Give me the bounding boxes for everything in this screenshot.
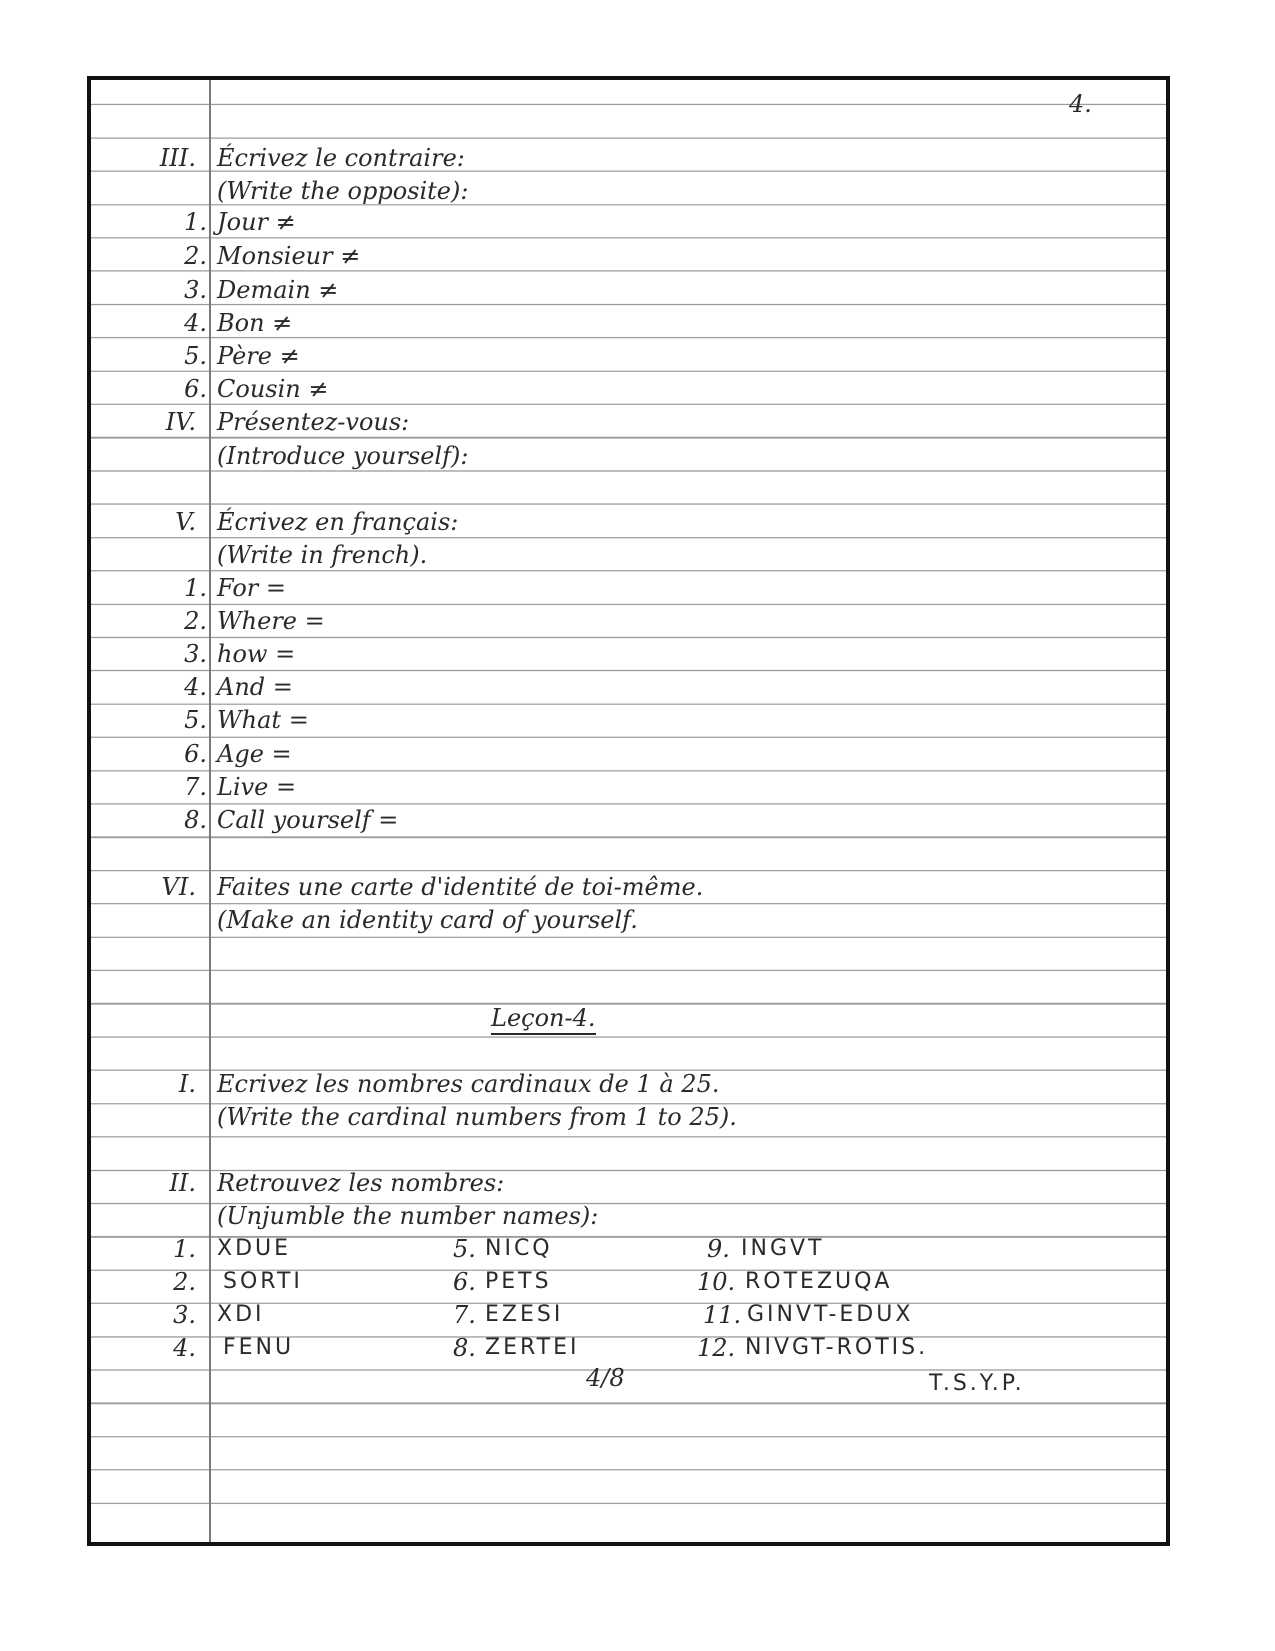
jumbled-word: SORTI bbox=[223, 1269, 303, 1294]
list-item: For = bbox=[217, 574, 286, 602]
section-subtitle: (Write in french). bbox=[217, 541, 428, 569]
item-number: 4. bbox=[173, 1334, 196, 1362]
jumbled-word: XDI bbox=[217, 1302, 265, 1327]
item-number: 3. bbox=[173, 1301, 196, 1329]
item-number: 1. bbox=[173, 1235, 196, 1263]
item-number: 5. bbox=[184, 342, 207, 370]
item-number: 2. bbox=[173, 1268, 196, 1296]
margin-line bbox=[209, 80, 211, 1542]
jumbled-word: FENU bbox=[223, 1335, 295, 1360]
section-title: Écrivez en français: bbox=[217, 508, 459, 536]
section-title: Écrivez le contraire: bbox=[217, 144, 465, 172]
list-item: Père ≠ bbox=[217, 342, 300, 370]
page-number: 4. bbox=[1069, 90, 1092, 118]
list-item: Live = bbox=[217, 773, 297, 801]
list-item: Bon ≠ bbox=[217, 309, 293, 337]
section-subtitle: (Introduce yourself): bbox=[217, 442, 469, 470]
section-marker: IV. bbox=[165, 408, 196, 436]
list-item: Age = bbox=[217, 740, 292, 768]
list-item: Cousin ≠ bbox=[217, 375, 329, 403]
section-subtitle: (Write the cardinal numbers from 1 to 25). bbox=[217, 1103, 737, 1131]
item-number: 4. bbox=[184, 673, 207, 701]
item-number: 7. bbox=[453, 1301, 476, 1329]
item-number: 5. bbox=[184, 706, 207, 734]
section-marker: III. bbox=[159, 144, 196, 172]
lesson-heading bbox=[491, 1004, 596, 1032]
section-title: Retrouvez les nombres: bbox=[217, 1169, 505, 1197]
section-marker: V. bbox=[175, 508, 196, 536]
section-title: Faites une carte d'identité de toi-même. bbox=[217, 873, 704, 901]
section-marker: II. bbox=[169, 1169, 196, 1197]
item-number: 2. bbox=[184, 607, 207, 635]
jumbled-word: PETS bbox=[485, 1269, 552, 1294]
item-number: 8. bbox=[184, 806, 207, 834]
jumbled-word: NIVGT-ROTIS. bbox=[745, 1335, 929, 1360]
item-number: 7. bbox=[184, 773, 207, 801]
item-number: 4. bbox=[184, 309, 207, 337]
item-number: 10. bbox=[697, 1268, 736, 1296]
jumbled-word: NICQ bbox=[485, 1236, 553, 1261]
section-marker: VI. bbox=[161, 873, 196, 901]
jumbled-word: GINVT-EDUX bbox=[747, 1302, 914, 1327]
item-number: 5. bbox=[453, 1235, 476, 1263]
section-title: Présentez-vous: bbox=[217, 408, 410, 436]
list-item: Where = bbox=[217, 607, 325, 635]
section-title: Ecrivez les nombres cardinaux de 1 à 25. bbox=[217, 1070, 720, 1098]
jumbled-word: ROTEZUQA bbox=[745, 1269, 893, 1294]
item-number: 6. bbox=[184, 375, 207, 403]
jumbled-word: ZERTEI bbox=[485, 1335, 580, 1360]
lesson-heading-text: Leçon-4. bbox=[491, 1004, 596, 1035]
item-number: 11. bbox=[703, 1301, 742, 1329]
notebook-page bbox=[87, 76, 1170, 1546]
jumbled-word: XDUE bbox=[217, 1236, 292, 1261]
list-item: And = bbox=[217, 673, 293, 701]
section-subtitle: (Make an identity card of yourself. bbox=[217, 906, 638, 934]
list-item: how = bbox=[217, 640, 296, 668]
list-item: Jour ≠ bbox=[217, 208, 296, 236]
list-item: Demain ≠ bbox=[217, 276, 339, 304]
list-item: What = bbox=[217, 706, 309, 734]
list-item: Monsieur ≠ bbox=[217, 242, 361, 270]
section-subtitle: (Write the opposite): bbox=[217, 177, 469, 205]
list-item: Call yourself = bbox=[217, 806, 399, 834]
item-number: 12. bbox=[697, 1334, 736, 1362]
section-subtitle: (Unjumble the number names): bbox=[217, 1202, 599, 1230]
section-marker: I. bbox=[178, 1070, 196, 1098]
page-fraction: 4/8 bbox=[586, 1364, 625, 1392]
item-number: 8. bbox=[453, 1334, 476, 1362]
item-number: 3. bbox=[184, 276, 207, 304]
item-number: 9. bbox=[707, 1235, 730, 1263]
item-number: 1. bbox=[184, 574, 207, 602]
jumbled-word: EZESI bbox=[485, 1302, 564, 1327]
item-number: 6. bbox=[184, 740, 207, 768]
item-number: 1. bbox=[184, 208, 207, 236]
item-number: 6. bbox=[453, 1268, 476, 1296]
footer-note: T.S.Y.P. bbox=[929, 1371, 1025, 1396]
jumbled-word: INGVT bbox=[741, 1236, 825, 1261]
item-number: 2. bbox=[184, 242, 207, 270]
item-number: 3. bbox=[184, 640, 207, 668]
